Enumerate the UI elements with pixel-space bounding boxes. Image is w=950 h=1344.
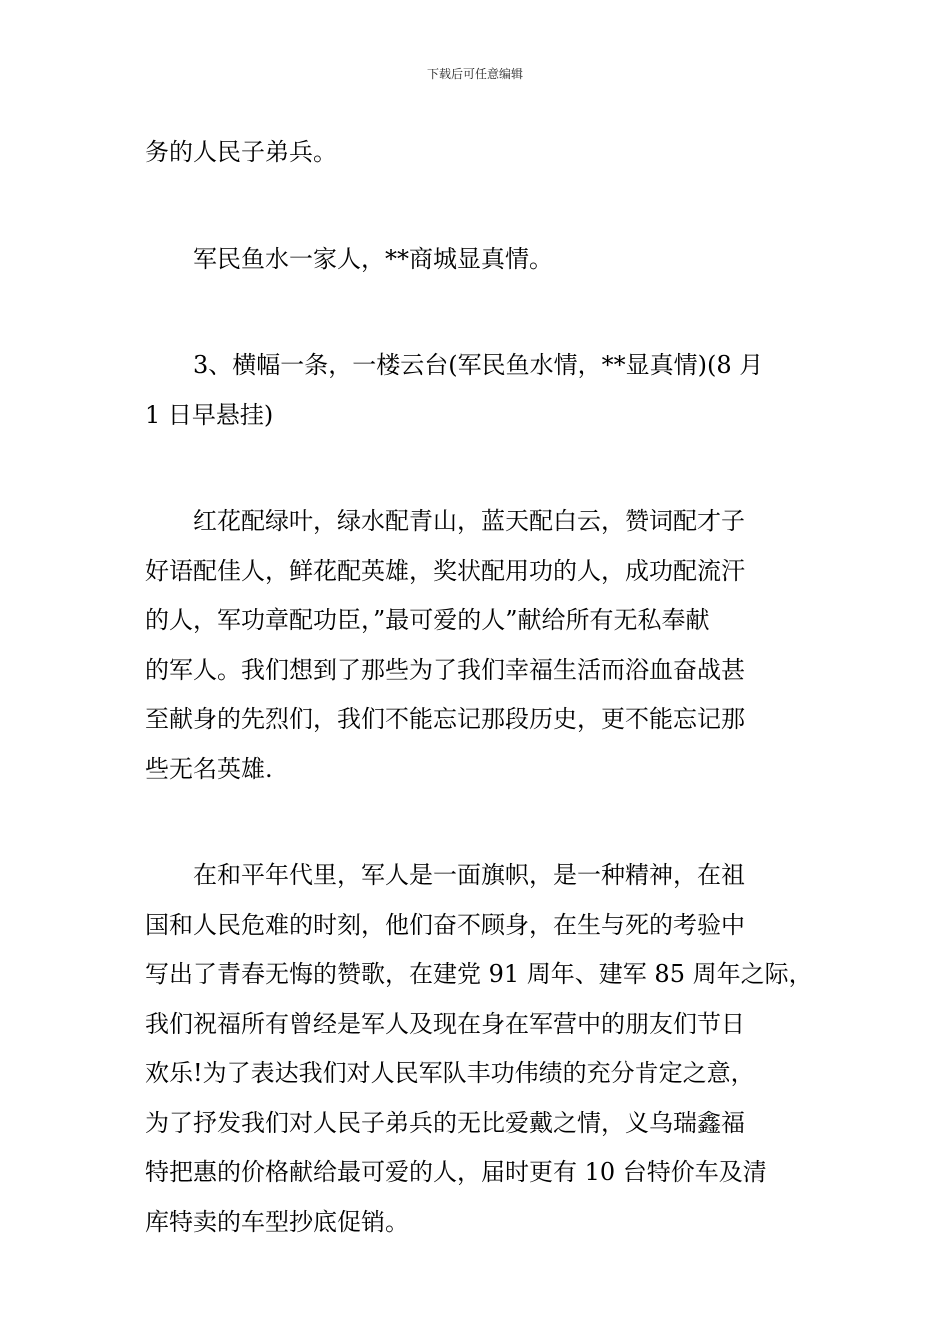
page-header: 下载后可任意编辑 bbox=[426, 67, 523, 81]
paragraph-4 bbox=[145, 497, 825, 794]
text-line: 特把惠的价格献给最可爱的人，届时更有 10 台特价车及清 bbox=[145, 1158, 767, 1186]
paragraph-1 bbox=[145, 128, 825, 178]
text-line: 红花配绿叶，绿水配青山，蓝天配白云，赞词配才子 bbox=[145, 507, 745, 535]
text-line: 务的人民子弟兵。 bbox=[145, 138, 337, 166]
paragraph-gap bbox=[145, 284, 825, 341]
text-line: 欢乐!为了表达我们对人民军队丰功伟绩的充分肯定之意， bbox=[145, 1059, 755, 1087]
paragraph-3 bbox=[145, 341, 825, 440]
text-line: 好语配佳人，鲜花配英雄，奖状配用功的人，成功配流汗 bbox=[145, 556, 745, 585]
text-line: 写出了青春无悔的赞歌，在建党 91 周年、建军 85 周年之际， bbox=[145, 960, 813, 988]
paragraph-gap bbox=[145, 178, 825, 235]
text-line: 为了抒发我们对人民子弟兵的无比爱戴之情，义乌瑞鑫福 bbox=[145, 1108, 745, 1137]
text-line: 国和人民危难的时刻，他们奋不顾身，在生与死的考验中 bbox=[145, 910, 745, 939]
text-line: 我们祝福所有曾经是军人及现在身在军营中的朋友们节日 bbox=[145, 1009, 745, 1038]
text-line: 在和平年代里，军人是一面旗帜，是一种精神，在祖 bbox=[145, 861, 745, 889]
paragraph-gap bbox=[145, 794, 825, 851]
text-line: 3、横幅一条，一楼云台(军民鱼水情，**显真情)(8 月 bbox=[145, 351, 764, 379]
paragraph-gap bbox=[145, 440, 825, 497]
text-line: 库特卖的车型抄底促销。 bbox=[145, 1207, 409, 1236]
text-line: 至献身的先烈们，我们不能忘记那段历史，更不能忘记那 bbox=[145, 705, 745, 733]
text-line: 的军人。我们想到了那些为了我们幸福生活而浴血奋战甚 bbox=[145, 655, 745, 684]
document-body bbox=[145, 128, 825, 1247]
text-line: 些无名英雄. bbox=[145, 754, 273, 783]
text-line: 军民鱼水一家人，**商城显真情。 bbox=[145, 244, 553, 273]
text-line: 1 日早悬挂) bbox=[145, 400, 274, 429]
paragraph-2 bbox=[145, 235, 825, 285]
paragraph-5 bbox=[145, 851, 825, 1247]
text-line: 的人，军功章配功臣，”最可爱的人”献给所有无私奉献 bbox=[145, 606, 710, 634]
